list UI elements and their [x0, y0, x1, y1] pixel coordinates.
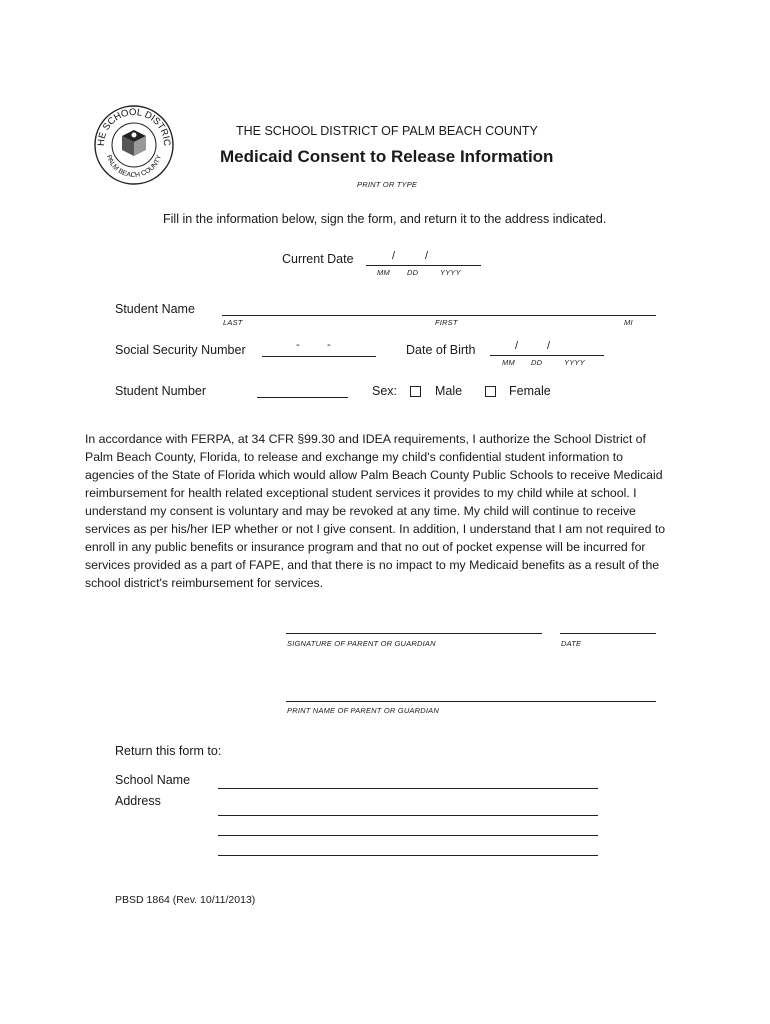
- seal-top-text: HE SCHOOL DISTRIC: [95, 106, 173, 147]
- student-name-last: LAST: [223, 318, 243, 327]
- signature-label: SIGNATURE OF PARENT OR GUARDIAN: [287, 639, 436, 648]
- consent-line: agencies of the State of Florida which would allow Palm Beach County Public Schools to receive Medicaid: [85, 468, 663, 482]
- signature-date-field[interactable]: [560, 633, 656, 634]
- current-date-slash-1: /: [392, 250, 396, 262]
- student-number-field[interactable]: [257, 397, 348, 398]
- consent-line: In accordance with FERPA, at 34 CFR §99.30 and IDEA requirements, I authorize the School District of: [85, 432, 646, 446]
- svg-text:PALM BEACH COUNTY: [105, 154, 163, 179]
- school-name-label: School Name: [115, 773, 191, 787]
- signature-date-label: DATE: [561, 639, 582, 648]
- student-name-label: Student Name: [115, 302, 195, 316]
- consent-line: reimbursement for health related exceptional student services it provides to my child while at school. I: [85, 486, 637, 500]
- school-name-field[interactable]: [218, 788, 598, 789]
- consent-line: services provided as a part of FAPE, and that there is no impact to my Medicaid benefits as a result of the: [85, 558, 660, 572]
- return-heading: Return this form to:: [115, 744, 222, 758]
- male-label: Male: [435, 384, 463, 398]
- page-title: Medicaid Consent to Release Information: [220, 147, 554, 166]
- signature-field[interactable]: [286, 633, 542, 634]
- form-number: PBSD 1864 (Rev. 10/11/2013): [115, 894, 256, 906]
- print-or-type-note: PRINT OR TYPE: [357, 180, 418, 189]
- district-name: THE SCHOOL DISTRICT OF PALM BEACH COUNTY: [236, 124, 538, 138]
- ssn-label: Social Security Number: [115, 343, 246, 357]
- consent-paragraph: [85, 430, 695, 592]
- consent-line: school district's reimbursement for services.: [85, 576, 324, 590]
- address-field-line-3[interactable]: [218, 855, 598, 856]
- male-checkbox[interactable]: [410, 386, 421, 397]
- current-date-field[interactable]: [366, 250, 481, 266]
- ssn-dash-1: -: [296, 339, 300, 351]
- address-field-line-2[interactable]: [218, 835, 598, 836]
- instructions: Fill in the information below, sign the form, and return it to the address indicated.: [163, 212, 607, 226]
- school-district-seal: [93, 104, 175, 186]
- address-label: Address: [115, 794, 161, 808]
- current-date-mm: MM: [377, 268, 390, 277]
- female-checkbox[interactable]: [485, 386, 496, 397]
- print-name-field[interactable]: [286, 701, 656, 702]
- address-field-line-1[interactable]: [218, 815, 598, 816]
- dob-dd: DD: [531, 358, 543, 367]
- dob-label: Date of Birth: [406, 343, 476, 357]
- dob-field[interactable]: [490, 340, 604, 356]
- ssn-field[interactable]: [262, 339, 376, 357]
- consent-line: Palm Beach County, Florida, to release and exchange my child's confidential student information to: [85, 450, 624, 464]
- consent-line: services as per his/her IEP whether or not I give consent. In addition, I understand that I am not required to: [85, 522, 666, 536]
- current-date-slash-2: /: [425, 250, 429, 262]
- current-date-dd: DD: [407, 268, 419, 277]
- dob-yyyy: YYYY: [564, 358, 585, 367]
- seal-bottom-text: PALM BEACH COUNTY: [104, 154, 164, 180]
- female-label: Female: [509, 384, 551, 398]
- student-number-label: Student Number: [115, 384, 207, 398]
- consent-line: enroll in any public benefits or insurance program and that no out of pocket expense will be incurred for: [85, 540, 646, 554]
- current-date-yyyy: YYYY: [440, 268, 461, 277]
- dob-slash-1: /: [515, 340, 519, 352]
- current-date-label: Current Date: [282, 252, 354, 266]
- student-name-first: FIRST: [435, 318, 458, 327]
- dob-mm: MM: [502, 358, 515, 367]
- ssn-dash-2: -: [327, 339, 331, 351]
- sex-label: Sex:: [372, 384, 398, 398]
- dob-slash-2: /: [547, 340, 551, 352]
- consent-line: understand my consent is voluntary and may be revoked at any time. My child will continue to receive: [85, 504, 636, 518]
- print-name-label: PRINT NAME OF PARENT OR GUARDIAN: [287, 706, 439, 715]
- student-name-field[interactable]: [222, 315, 656, 316]
- student-name-mi: MI: [624, 318, 633, 327]
